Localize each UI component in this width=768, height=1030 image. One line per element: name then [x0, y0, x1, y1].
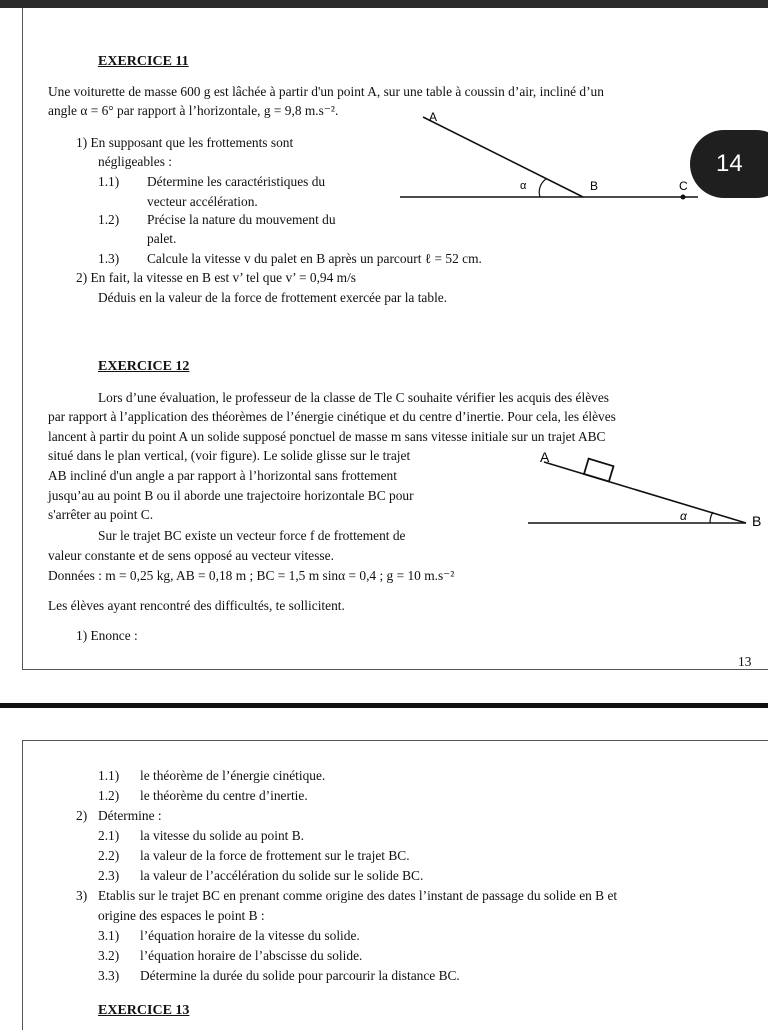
ex11-q12-line-1: Précise la nature du mouvement du [147, 212, 336, 227]
page-number-badge [690, 130, 768, 198]
fig11-label-c: C [679, 179, 688, 193]
item-text: le théorème du centre d’inertie. [140, 788, 308, 803]
ex12-question-1: 1) Enonce : [76, 628, 138, 643]
item-number: 1.1) [98, 768, 120, 783]
fig12-label-b: B [752, 513, 762, 529]
ex11-question-1-line-2: négligeables : [98, 154, 172, 169]
ex12-paragraph-1-line-1: Lors d’une évaluation, le professeur de la classe de Tle C souhaite vérifier les acquis des élèves [98, 390, 610, 405]
fig11-label-alpha: α [520, 180, 527, 192]
ex11-intro-line-2: angle α = 6° par rapport à l’horizontale, g = 9,8 m.s⁻². [48, 103, 339, 118]
ex11-question-2-line-2: Déduis en la valeur de la force de frottement exercée par la table. [98, 290, 448, 305]
exercise-12-heading: EXERCICE 12 [98, 359, 190, 374]
item-text: la valeur de l’accélération du solide sur le solide BC. [140, 868, 424, 883]
item-text: Etablis sur le trajet BC en prenant comme origine des dates l’instant de passage du solide en B et [98, 888, 618, 903]
ex12-paragraph-1-line-5: AB incliné d'un angle a par rapport à l’horizontal sans frottement [48, 468, 397, 483]
ex11-q11-number: 1.1) [98, 174, 120, 189]
item-text: l’équation horaire de l’abscisse du solide. [140, 948, 363, 963]
exercise-11-heading: EXERCICE 11 [98, 54, 189, 69]
ex11-question-1-line-1: 1) En supposant que les frottements sont [76, 135, 294, 150]
item-number: 2.2) [98, 848, 120, 863]
item-text-continued: origine des espaces le point B : [98, 908, 265, 923]
fig12-label-a: A [540, 449, 550, 465]
page-number-badge-text: 14 [716, 150, 743, 177]
exercise-13-heading: EXERCICE 13 [98, 1003, 190, 1018]
ex11-question-2: 2) En fait, la vitesse en B est v’ tel que v’ = 0,94 m/s [76, 270, 357, 285]
item-text: Détermine : [98, 808, 162, 823]
angle-arc [539, 179, 546, 197]
item-number: 2) [76, 808, 88, 823]
item-number: 3) [76, 888, 88, 903]
fig11-label-b: B [590, 179, 599, 193]
point-c-dot [681, 195, 686, 200]
incline-ab-line [544, 462, 746, 523]
item-text: la vitesse du solide au point B. [140, 828, 305, 843]
fig12-label-alpha: α [680, 509, 687, 523]
ex11-intro-line-1: Une voiturette de masse 600 g est lâchée à partir d'un point A, sur une table à coussin d’air, incliné d’un [48, 84, 604, 99]
incline-ab-line [423, 117, 583, 197]
ex12-paragraph-1-line-2: par rapport à l’application des théorèmes de l’énergie cinétique et du centre d’inertie. Pour cela, les élèves [48, 409, 616, 424]
ex11-q11-line-1: Détermine les caractéristiques du [147, 174, 326, 189]
ex12-paragraph-1-line-3: lancent à partir du point A un solide supposé ponctuel de masse m sans vitesse initiale sur un trajet ABC [48, 429, 606, 444]
ex11-q13-number: 1.3) [98, 251, 120, 266]
item-text: Détermine la durée du solide pour parcourir la distance BC. [140, 968, 460, 983]
ex12-incline-figure [520, 448, 768, 538]
item-number: 2.1) [98, 828, 120, 843]
ex12-paragraph-2-line-2: valeur constante et de sens opposé au vecteur vitesse. [48, 548, 334, 563]
item-number: 3.1) [98, 928, 120, 943]
item-text: l’équation horaire de la vitesse du solide. [140, 928, 360, 943]
ex11-q11-line-2: vecteur accélération. [147, 194, 258, 209]
ex12-paragraph-2-line-1: Sur le trajet BC existe un vecteur force f de frottement de [98, 528, 406, 543]
ex11-incline-figure [380, 105, 710, 205]
page-separator [0, 703, 768, 708]
ex12-paragraph-1-line-7: s'arrêter au point C. [48, 507, 154, 522]
ex11-q12-line-2: palet. [147, 231, 177, 246]
ex11-q12-number: 1.2) [98, 212, 120, 227]
fig11-label-a: A [429, 110, 438, 124]
item-text: la valeur de la force de frottement sur le trajet BC. [140, 848, 410, 863]
ex12-paragraph-3: Les élèves ayant rencontré des difficultés, te sollicitent. [48, 598, 345, 613]
page-number: 13 [738, 654, 752, 669]
item-number: 2.3) [98, 868, 120, 883]
top-edge-bar [0, 0, 768, 8]
item-number: 1.2) [98, 788, 120, 803]
ex12-paragraph-1-line-4: situé dans le plan vertical, (voir figure). Le solide glisse sur le trajet [48, 448, 411, 463]
item-number: 3.3) [98, 968, 120, 983]
item-number: 3.2) [98, 948, 120, 963]
ex11-q13-text: Calcule la vitesse v du palet en B après un parcourt ℓ = 52 cm. [147, 251, 482, 266]
angle-arc [710, 512, 713, 523]
solid-block [584, 459, 614, 482]
ex12-paragraph-1-line-6: jusqu’au au point B ou il aborde une trajectoire horizontale BC pour [48, 488, 414, 503]
ex12-data-line: Données : m = 0,25 kg, AB = 0,18 m ; BC = 1,5 m sinα = 0,4 ; g = 10 m.s⁻² [48, 568, 455, 583]
item-text: le théorème de l’énergie cinétique. [140, 768, 326, 783]
